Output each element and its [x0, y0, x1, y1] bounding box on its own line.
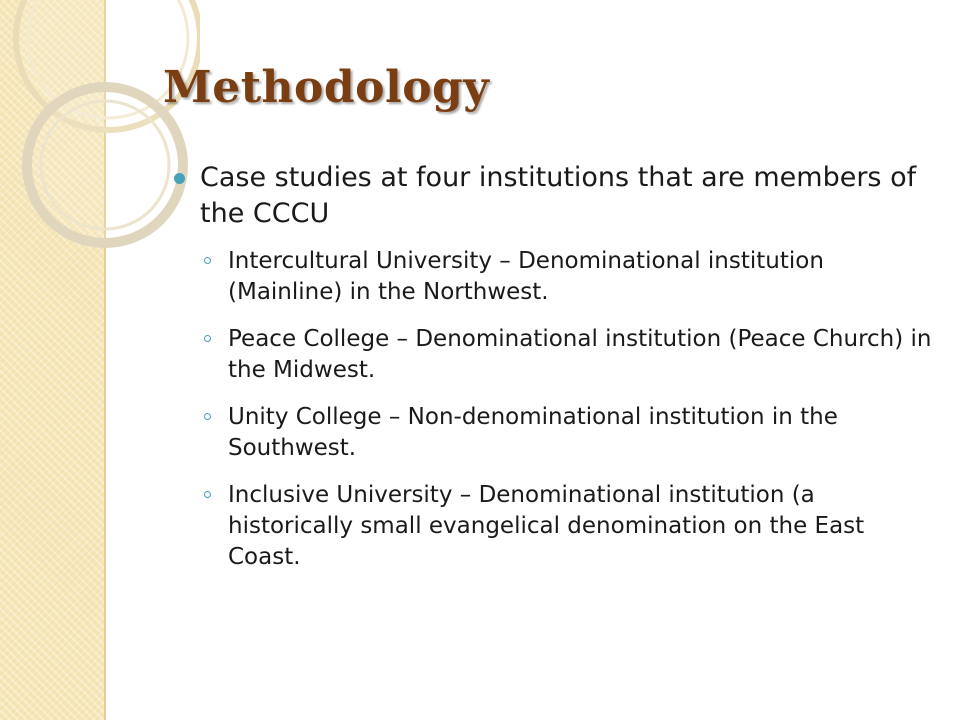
slide-title: Methodology	[163, 62, 490, 113]
sub-bullet-text: Intercultural University – Denominational institution (Mainline) in the Northwest.	[228, 248, 824, 305]
ring-bullet-icon	[204, 257, 211, 264]
sub-bullet	[200, 246, 932, 308]
sub-bullet-list	[172, 246, 932, 573]
decorative-rings	[0, 0, 200, 260]
ring-bullet-icon	[204, 335, 211, 342]
sub-bullet-text: Peace College – Denominational institution (Peace Church) in the Midwest.	[228, 326, 932, 383]
sub-bullet-text: Inclusive University – Denominational institution (a historically small evangelical denomination on the East Coast.	[228, 482, 865, 570]
sub-bullet	[200, 324, 932, 386]
sub-bullet	[200, 402, 932, 464]
main-bullet	[172, 160, 932, 232]
main-bullet-text: Case studies at four institutions that are members of the CCCU	[200, 162, 917, 229]
ring-bullet-icon	[204, 491, 211, 498]
filled-bullet-icon	[174, 173, 185, 184]
sub-bullet	[200, 480, 932, 573]
ring-bullet-icon	[204, 413, 211, 420]
slide-content	[172, 160, 932, 589]
sub-bullet-text: Unity College – Non-denominational institution in the Southwest.	[228, 404, 838, 461]
